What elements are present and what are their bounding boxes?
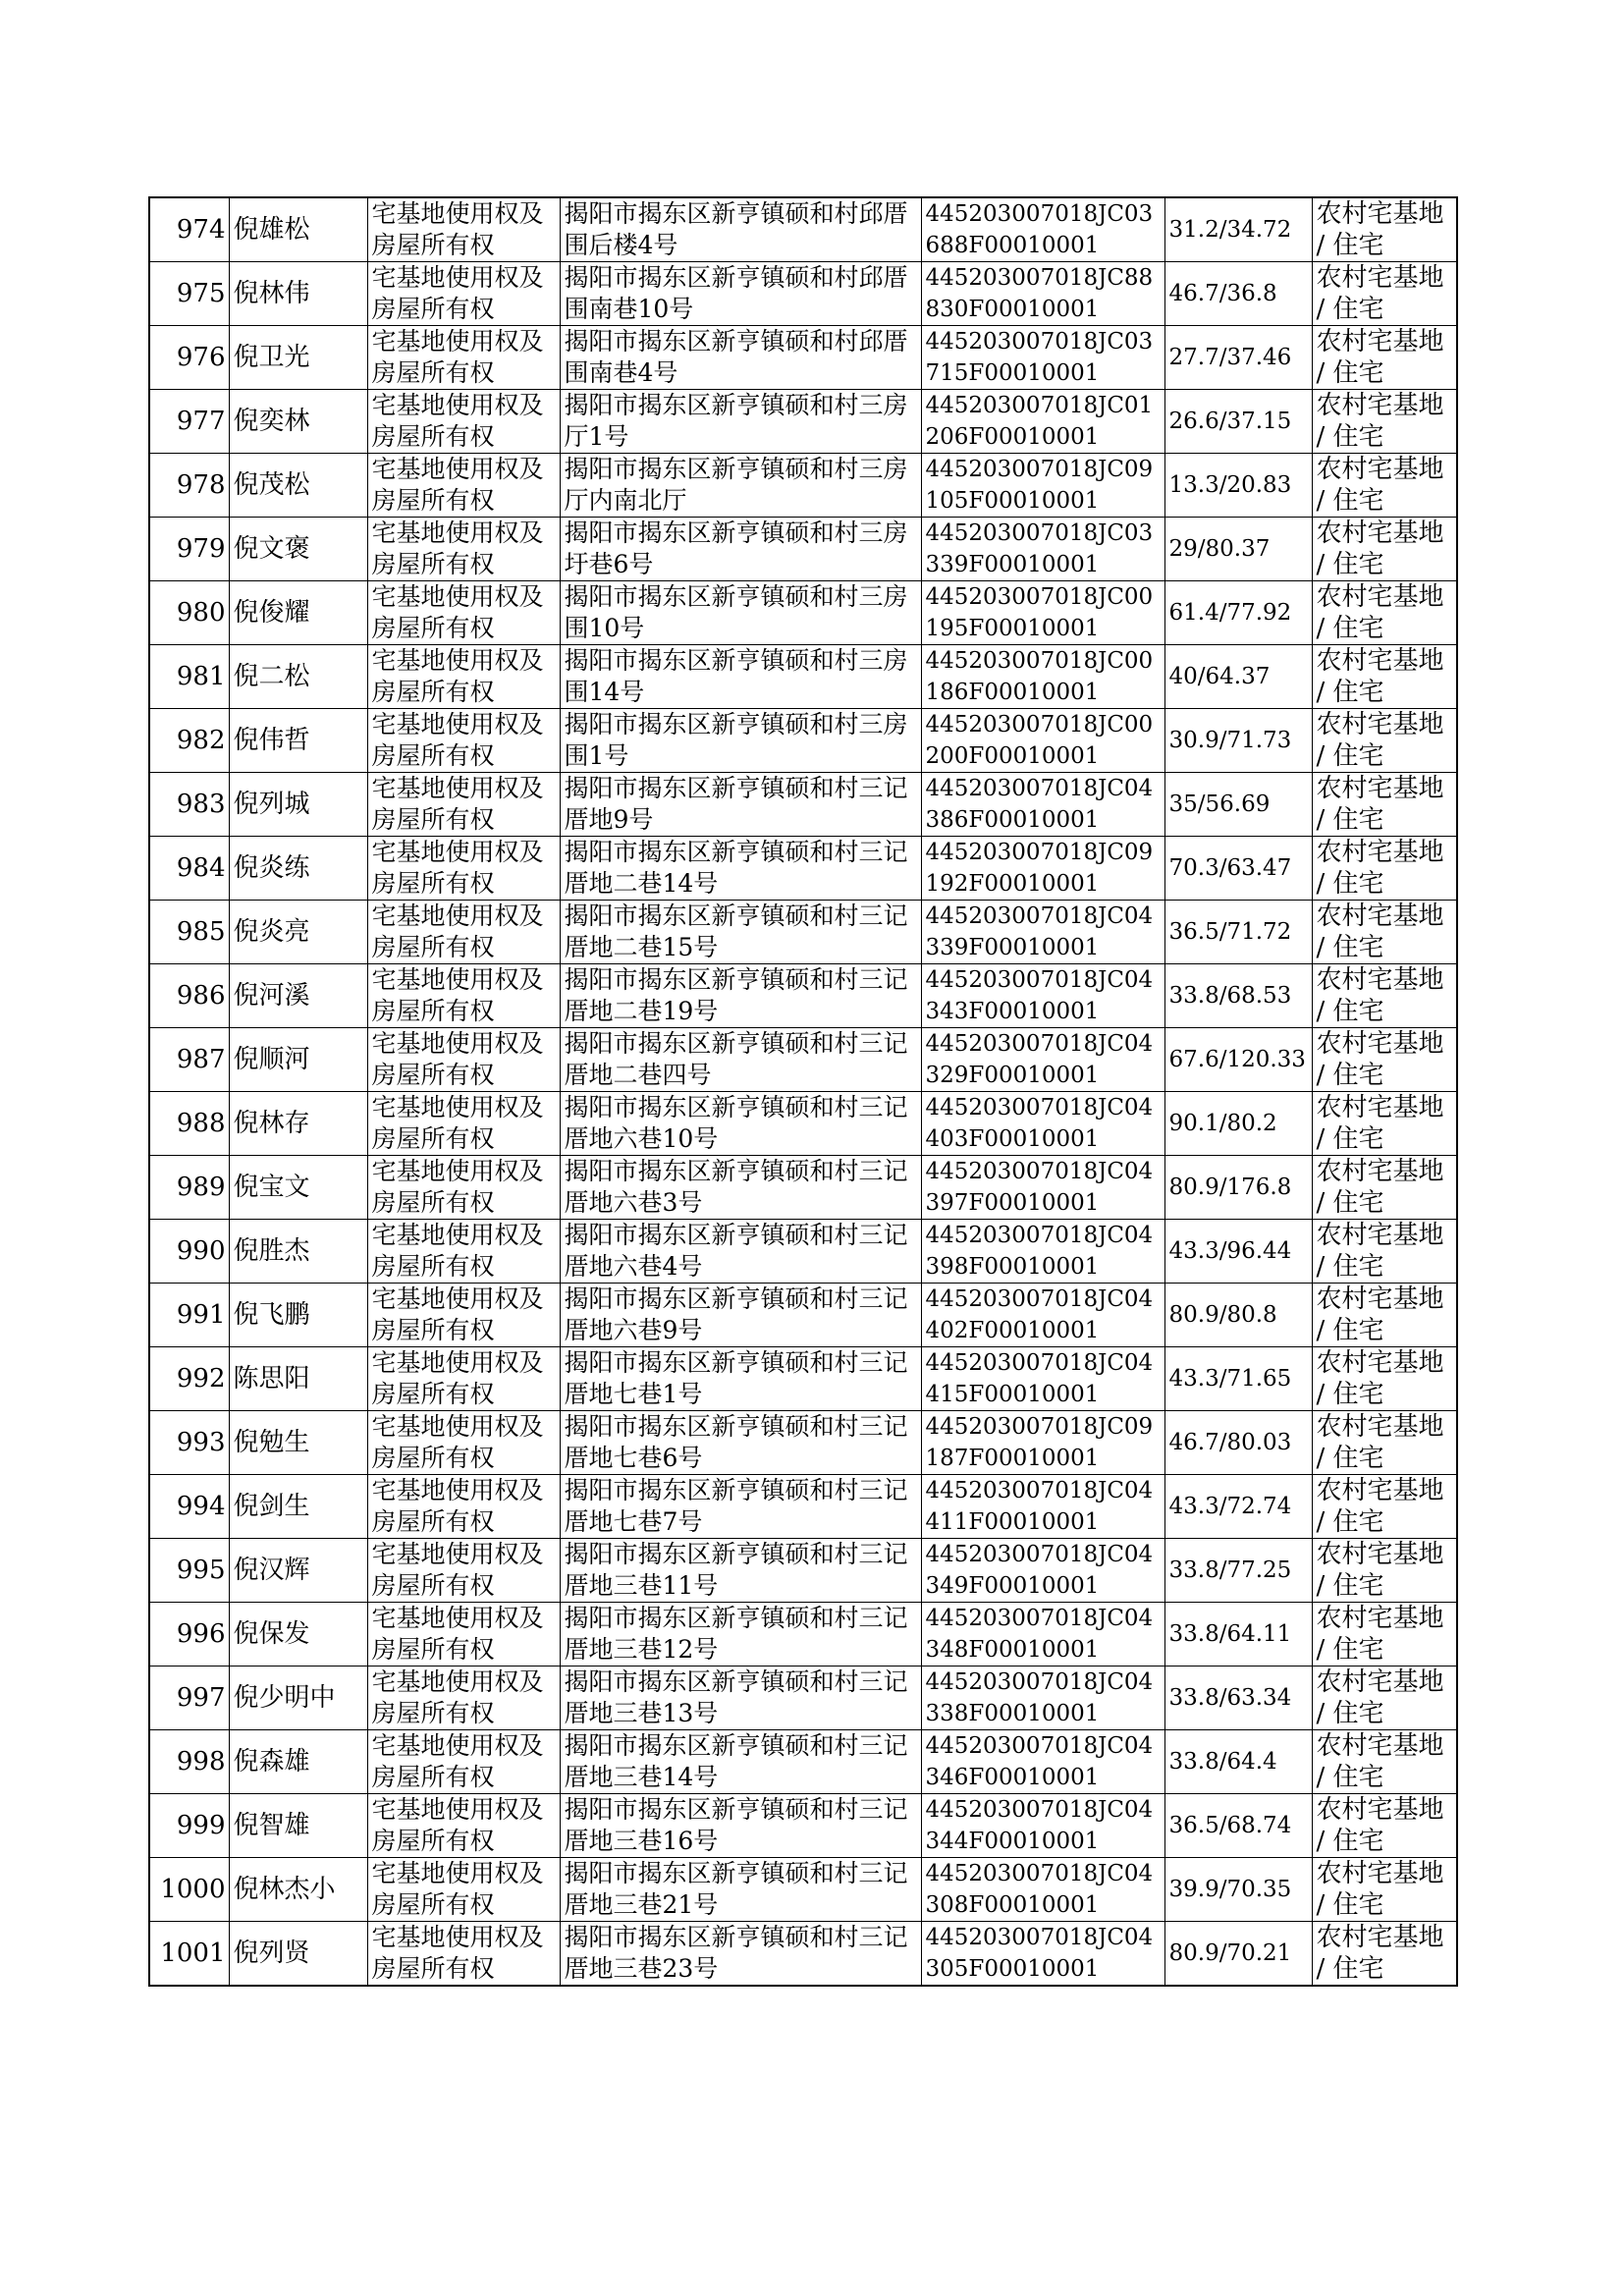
unit-code-cell: 445203007018JC04343F00010001 [921, 964, 1164, 1028]
owner-name-cell: 倪智雄 [229, 1794, 367, 1858]
right-type-cell: 宅基地使用权及房屋所有权 [367, 837, 560, 901]
property-address-cell: 揭阳市揭东区新亨镇硕和村三记厝地七巷1号 [560, 1347, 921, 1411]
unit-code-cell: 445203007018JC09105F00010001 [921, 454, 1164, 518]
row-number-cell: 998 [149, 1730, 229, 1794]
right-type-cell: 宅基地使用权及房屋所有权 [367, 964, 560, 1028]
area-value-cell: 33.8/77.25 [1164, 1539, 1312, 1603]
unit-code-cell: 445203007018JC01206F00010001 [921, 390, 1164, 454]
right-type-cell: 宅基地使用权及房屋所有权 [367, 1539, 560, 1603]
table-row [149, 837, 1457, 901]
area-value-cell: 90.1/80.2 [1164, 1092, 1312, 1156]
area-value-cell: 70.3/63.47 [1164, 837, 1312, 901]
land-use-cell: 农村宅基地 / 住宅 [1312, 581, 1457, 645]
row-number-cell: 990 [149, 1220, 229, 1284]
land-use-cell: 农村宅基地 / 住宅 [1312, 837, 1457, 901]
land-use-cell: 农村宅基地 / 住宅 [1312, 1667, 1457, 1730]
row-number-cell: 991 [149, 1284, 229, 1347]
table-row [149, 964, 1457, 1028]
row-number-cell: 1001 [149, 1922, 229, 1987]
row-number-cell: 996 [149, 1603, 229, 1667]
unit-code-cell: 445203007018JC09192F00010001 [921, 837, 1164, 901]
property-address-cell: 揭阳市揭东区新亨镇硕和村三房围1号 [560, 709, 921, 773]
owner-name-cell: 倪河溪 [229, 964, 367, 1028]
land-use-cell: 农村宅基地 / 住宅 [1312, 1092, 1457, 1156]
owner-name-cell: 倪飞鹏 [229, 1284, 367, 1347]
unit-code-cell: 445203007018JC00195F00010001 [921, 581, 1164, 645]
unit-code-cell: 445203007018JC04403F00010001 [921, 1092, 1164, 1156]
row-number-cell: 992 [149, 1347, 229, 1411]
property-address-cell: 揭阳市揭东区新亨镇硕和村三房厅内南北厅 [560, 454, 921, 518]
right-type-cell: 宅基地使用权及房屋所有权 [367, 1347, 560, 1411]
property-address-cell: 揭阳市揭东区新亨镇硕和村三记厝地9号 [560, 773, 921, 837]
property-address-cell: 揭阳市揭东区新亨镇硕和村三记厝地二巷四号 [560, 1028, 921, 1092]
right-type-cell: 宅基地使用权及房屋所有权 [367, 454, 560, 518]
property-address-cell: 揭阳市揭东区新亨镇硕和村三记厝地六巷4号 [560, 1220, 921, 1284]
table-row [149, 390, 1457, 454]
right-type-cell: 宅基地使用权及房屋所有权 [367, 326, 560, 390]
area-value-cell: 46.7/36.8 [1164, 262, 1312, 326]
table-row [149, 454, 1457, 518]
land-use-cell: 农村宅基地 / 住宅 [1312, 1539, 1457, 1603]
owner-name-cell: 倪俊耀 [229, 581, 367, 645]
unit-code-cell: 445203007018JC00200F00010001 [921, 709, 1164, 773]
area-value-cell: 46.7/80.03 [1164, 1411, 1312, 1475]
row-number-cell: 989 [149, 1156, 229, 1220]
owner-name-cell: 倪剑生 [229, 1475, 367, 1539]
area-value-cell: 26.6/37.15 [1164, 390, 1312, 454]
right-type-cell: 宅基地使用权及房屋所有权 [367, 901, 560, 964]
unit-code-cell: 445203007018JC03715F00010001 [921, 326, 1164, 390]
area-value-cell: 27.7/37.46 [1164, 326, 1312, 390]
table-row [149, 1539, 1457, 1603]
property-address-cell: 揭阳市揭东区新亨镇硕和村邱厝围南巷10号 [560, 262, 921, 326]
area-value-cell: 30.9/71.73 [1164, 709, 1312, 773]
property-address-cell: 揭阳市揭东区新亨镇硕和村三记厝地三巷12号 [560, 1603, 921, 1667]
property-address-cell: 揭阳市揭东区新亨镇硕和村三记厝地三巷16号 [560, 1794, 921, 1858]
right-type-cell: 宅基地使用权及房屋所有权 [367, 1858, 560, 1922]
area-value-cell: 31.2/34.72 [1164, 197, 1312, 262]
area-value-cell: 29/80.37 [1164, 518, 1312, 581]
area-value-cell: 80.9/80.8 [1164, 1284, 1312, 1347]
area-value-cell: 33.8/63.34 [1164, 1667, 1312, 1730]
property-address-cell: 揭阳市揭东区新亨镇硕和村三记厝地三巷23号 [560, 1922, 921, 1987]
right-type-cell: 宅基地使用权及房屋所有权 [367, 1411, 560, 1475]
registry-table [148, 196, 1458, 1987]
land-use-cell: 农村宅基地 / 住宅 [1312, 1284, 1457, 1347]
property-address-cell: 揭阳市揭东区新亨镇硕和村三记厝地二巷15号 [560, 901, 921, 964]
area-value-cell: 40/64.37 [1164, 645, 1312, 709]
unit-code-cell: 445203007018JC03688F00010001 [921, 197, 1164, 262]
table-row [149, 518, 1457, 581]
table-row [149, 1667, 1457, 1730]
row-number-cell: 994 [149, 1475, 229, 1539]
right-type-cell: 宅基地使用权及房屋所有权 [367, 518, 560, 581]
unit-code-cell: 445203007018JC03339F00010001 [921, 518, 1164, 581]
unit-code-cell: 445203007018JC04402F00010001 [921, 1284, 1164, 1347]
property-address-cell: 揭阳市揭东区新亨镇硕和村三记厝地七巷7号 [560, 1475, 921, 1539]
table-row [149, 773, 1457, 837]
table-row [149, 581, 1457, 645]
owner-name-cell: 倪顺河 [229, 1028, 367, 1092]
unit-code-cell: 445203007018JC04329F00010001 [921, 1028, 1164, 1092]
unit-code-cell: 445203007018JC04339F00010001 [921, 901, 1164, 964]
row-number-cell: 983 [149, 773, 229, 837]
table-row [149, 1411, 1457, 1475]
owner-name-cell: 倪林存 [229, 1092, 367, 1156]
owner-name-cell: 倪奕林 [229, 390, 367, 454]
land-use-cell: 农村宅基地 / 住宅 [1312, 709, 1457, 773]
row-number-cell: 974 [149, 197, 229, 262]
owner-name-cell: 倪森雄 [229, 1730, 367, 1794]
property-address-cell: 揭阳市揭东区新亨镇硕和村三记厝地七巷6号 [560, 1411, 921, 1475]
property-address-cell: 揭阳市揭东区新亨镇硕和村三记厝地六巷3号 [560, 1156, 921, 1220]
right-type-cell: 宅基地使用权及房屋所有权 [367, 1922, 560, 1987]
row-number-cell: 976 [149, 326, 229, 390]
row-number-cell: 979 [149, 518, 229, 581]
table-row [149, 1922, 1457, 1987]
row-number-cell: 987 [149, 1028, 229, 1092]
land-use-cell: 农村宅基地 / 住宅 [1312, 1922, 1457, 1987]
table-row [149, 1475, 1457, 1539]
land-use-cell: 农村宅基地 / 住宅 [1312, 390, 1457, 454]
area-value-cell: 43.3/72.74 [1164, 1475, 1312, 1539]
right-type-cell: 宅基地使用权及房屋所有权 [367, 1092, 560, 1156]
row-number-cell: 975 [149, 262, 229, 326]
row-number-cell: 981 [149, 645, 229, 709]
unit-code-cell: 445203007018JC04308F00010001 [921, 1858, 1164, 1922]
land-use-cell: 农村宅基地 / 住宅 [1312, 964, 1457, 1028]
area-value-cell: 67.6/120.33 [1164, 1028, 1312, 1092]
land-use-cell: 农村宅基地 / 住宅 [1312, 1603, 1457, 1667]
owner-name-cell: 倪列贤 [229, 1922, 367, 1987]
row-number-cell: 993 [149, 1411, 229, 1475]
property-address-cell: 揭阳市揭东区新亨镇硕和村三记厝地二巷14号 [560, 837, 921, 901]
owner-name-cell: 倪炎练 [229, 837, 367, 901]
row-number-cell: 1000 [149, 1858, 229, 1922]
right-type-cell: 宅基地使用权及房屋所有权 [367, 645, 560, 709]
unit-code-cell: 445203007018JC00186F00010001 [921, 645, 1164, 709]
property-address-cell: 揭阳市揭东区新亨镇硕和村三房厅1号 [560, 390, 921, 454]
unit-code-cell: 445203007018JC09187F00010001 [921, 1411, 1164, 1475]
property-address-cell: 揭阳市揭东区新亨镇硕和村邱厝围后楼4号 [560, 197, 921, 262]
table-row [149, 326, 1457, 390]
row-number-cell: 986 [149, 964, 229, 1028]
land-use-cell: 农村宅基地 / 住宅 [1312, 1028, 1457, 1092]
unit-code-cell: 445203007018JC04338F00010001 [921, 1667, 1164, 1730]
table-row [149, 1730, 1457, 1794]
table-row [149, 645, 1457, 709]
owner-name-cell: 倪伟哲 [229, 709, 367, 773]
area-value-cell: 39.9/70.35 [1164, 1858, 1312, 1922]
unit-code-cell: 445203007018JC04411F00010001 [921, 1475, 1164, 1539]
right-type-cell: 宅基地使用权及房屋所有权 [367, 1220, 560, 1284]
owner-name-cell: 倪卫光 [229, 326, 367, 390]
area-value-cell: 13.3/20.83 [1164, 454, 1312, 518]
unit-code-cell: 445203007018JC88830F00010001 [921, 262, 1164, 326]
area-value-cell: 80.9/70.21 [1164, 1922, 1312, 1987]
table-row [149, 1347, 1457, 1411]
table-row [149, 1603, 1457, 1667]
unit-code-cell: 445203007018JC04398F00010001 [921, 1220, 1164, 1284]
land-use-cell: 农村宅基地 / 住宅 [1312, 326, 1457, 390]
owner-name-cell: 倪文褒 [229, 518, 367, 581]
row-number-cell: 978 [149, 454, 229, 518]
area-value-cell: 33.8/64.11 [1164, 1603, 1312, 1667]
owner-name-cell: 倪林杰小 [229, 1858, 367, 1922]
table-body [149, 197, 1457, 1986]
land-use-cell: 农村宅基地 / 住宅 [1312, 1475, 1457, 1539]
table-row [149, 1284, 1457, 1347]
right-type-cell: 宅基地使用权及房屋所有权 [367, 1028, 560, 1092]
row-number-cell: 988 [149, 1092, 229, 1156]
row-number-cell: 977 [149, 390, 229, 454]
land-use-cell: 农村宅基地 / 住宅 [1312, 454, 1457, 518]
table-row [149, 1220, 1457, 1284]
land-use-cell: 农村宅基地 / 住宅 [1312, 1411, 1457, 1475]
right-type-cell: 宅基地使用权及房屋所有权 [367, 1603, 560, 1667]
owner-name-cell: 倪勉生 [229, 1411, 367, 1475]
land-use-cell: 农村宅基地 / 住宅 [1312, 1794, 1457, 1858]
right-type-cell: 宅基地使用权及房屋所有权 [367, 581, 560, 645]
land-use-cell: 农村宅基地 / 住宅 [1312, 518, 1457, 581]
owner-name-cell: 倪保发 [229, 1603, 367, 1667]
table-row [149, 709, 1457, 773]
table-row [149, 1794, 1457, 1858]
table-row [149, 1092, 1457, 1156]
area-value-cell: 61.4/77.92 [1164, 581, 1312, 645]
land-use-cell: 农村宅基地 / 住宅 [1312, 197, 1457, 262]
row-number-cell: 984 [149, 837, 229, 901]
unit-code-cell: 445203007018JC04348F00010001 [921, 1603, 1164, 1667]
property-address-cell: 揭阳市揭东区新亨镇硕和村三房圩巷6号 [560, 518, 921, 581]
area-value-cell: 43.3/71.65 [1164, 1347, 1312, 1411]
owner-name-cell: 倪宝文 [229, 1156, 367, 1220]
land-use-cell: 农村宅基地 / 住宅 [1312, 773, 1457, 837]
property-address-cell: 揭阳市揭东区新亨镇硕和村三记厝地三巷13号 [560, 1667, 921, 1730]
area-value-cell: 33.8/68.53 [1164, 964, 1312, 1028]
table-row [149, 1156, 1457, 1220]
table-row [149, 262, 1457, 326]
property-address-cell: 揭阳市揭东区新亨镇硕和村三记厝地六巷9号 [560, 1284, 921, 1347]
table-row [149, 197, 1457, 262]
row-number-cell: 980 [149, 581, 229, 645]
row-number-cell: 995 [149, 1539, 229, 1603]
right-type-cell: 宅基地使用权及房屋所有权 [367, 1284, 560, 1347]
land-use-cell: 农村宅基地 / 住宅 [1312, 1730, 1457, 1794]
unit-code-cell: 445203007018JC04344F00010001 [921, 1794, 1164, 1858]
right-type-cell: 宅基地使用权及房屋所有权 [367, 390, 560, 454]
table-row [149, 1028, 1457, 1092]
area-value-cell: 36.5/71.72 [1164, 901, 1312, 964]
row-number-cell: 985 [149, 901, 229, 964]
right-type-cell: 宅基地使用权及房屋所有权 [367, 1156, 560, 1220]
area-value-cell: 33.8/64.4 [1164, 1730, 1312, 1794]
property-address-cell: 揭阳市揭东区新亨镇硕和村三记厝地二巷19号 [560, 964, 921, 1028]
land-use-cell: 农村宅基地 / 住宅 [1312, 1220, 1457, 1284]
unit-code-cell: 445203007018JC04305F00010001 [921, 1922, 1164, 1987]
owner-name-cell: 倪茂松 [229, 454, 367, 518]
owner-name-cell: 倪林伟 [229, 262, 367, 326]
right-type-cell: 宅基地使用权及房屋所有权 [367, 1794, 560, 1858]
row-number-cell: 982 [149, 709, 229, 773]
owner-name-cell: 倪炎亮 [229, 901, 367, 964]
property-address-cell: 揭阳市揭东区新亨镇硕和村邱厝围南巷4号 [560, 326, 921, 390]
right-type-cell: 宅基地使用权及房屋所有权 [367, 773, 560, 837]
land-use-cell: 农村宅基地 / 住宅 [1312, 1858, 1457, 1922]
owner-name-cell: 倪雄松 [229, 197, 367, 262]
unit-code-cell: 445203007018JC04397F00010001 [921, 1156, 1164, 1220]
right-type-cell: 宅基地使用权及房屋所有权 [367, 197, 560, 262]
table-row [149, 901, 1457, 964]
property-address-cell: 揭阳市揭东区新亨镇硕和村三记厝地三巷14号 [560, 1730, 921, 1794]
owner-name-cell: 倪少明中 [229, 1667, 367, 1730]
property-address-cell: 揭阳市揭东区新亨镇硕和村三房围10号 [560, 581, 921, 645]
area-value-cell: 80.9/176.8 [1164, 1156, 1312, 1220]
right-type-cell: 宅基地使用权及房屋所有权 [367, 1475, 560, 1539]
owner-name-cell: 倪胜杰 [229, 1220, 367, 1284]
land-use-cell: 农村宅基地 / 住宅 [1312, 262, 1457, 326]
owner-name-cell: 倪二松 [229, 645, 367, 709]
unit-code-cell: 445203007018JC04386F00010001 [921, 773, 1164, 837]
owner-name-cell: 倪汉辉 [229, 1539, 367, 1603]
table-row [149, 1858, 1457, 1922]
land-use-cell: 农村宅基地 / 住宅 [1312, 1156, 1457, 1220]
row-number-cell: 999 [149, 1794, 229, 1858]
property-address-cell: 揭阳市揭东区新亨镇硕和村三记厝地六巷10号 [560, 1092, 921, 1156]
right-type-cell: 宅基地使用权及房屋所有权 [367, 709, 560, 773]
right-type-cell: 宅基地使用权及房屋所有权 [367, 262, 560, 326]
area-value-cell: 36.5/68.74 [1164, 1794, 1312, 1858]
property-address-cell: 揭阳市揭东区新亨镇硕和村三记厝地三巷21号 [560, 1858, 921, 1922]
right-type-cell: 宅基地使用权及房屋所有权 [367, 1667, 560, 1730]
right-type-cell: 宅基地使用权及房屋所有权 [367, 1730, 560, 1794]
area-value-cell: 35/56.69 [1164, 773, 1312, 837]
property-address-cell: 揭阳市揭东区新亨镇硕和村三房围14号 [560, 645, 921, 709]
land-use-cell: 农村宅基地 / 住宅 [1312, 645, 1457, 709]
unit-code-cell: 445203007018JC04346F00010001 [921, 1730, 1164, 1794]
unit-code-cell: 445203007018JC04415F00010001 [921, 1347, 1164, 1411]
land-use-cell: 农村宅基地 / 住宅 [1312, 1347, 1457, 1411]
row-number-cell: 997 [149, 1667, 229, 1730]
property-address-cell: 揭阳市揭东区新亨镇硕和村三记厝地三巷11号 [560, 1539, 921, 1603]
owner-name-cell: 倪列城 [229, 773, 367, 837]
owner-name-cell: 陈思阳 [229, 1347, 367, 1411]
area-value-cell: 43.3/96.44 [1164, 1220, 1312, 1284]
land-use-cell: 农村宅基地 / 住宅 [1312, 901, 1457, 964]
unit-code-cell: 445203007018JC04349F00010001 [921, 1539, 1164, 1603]
